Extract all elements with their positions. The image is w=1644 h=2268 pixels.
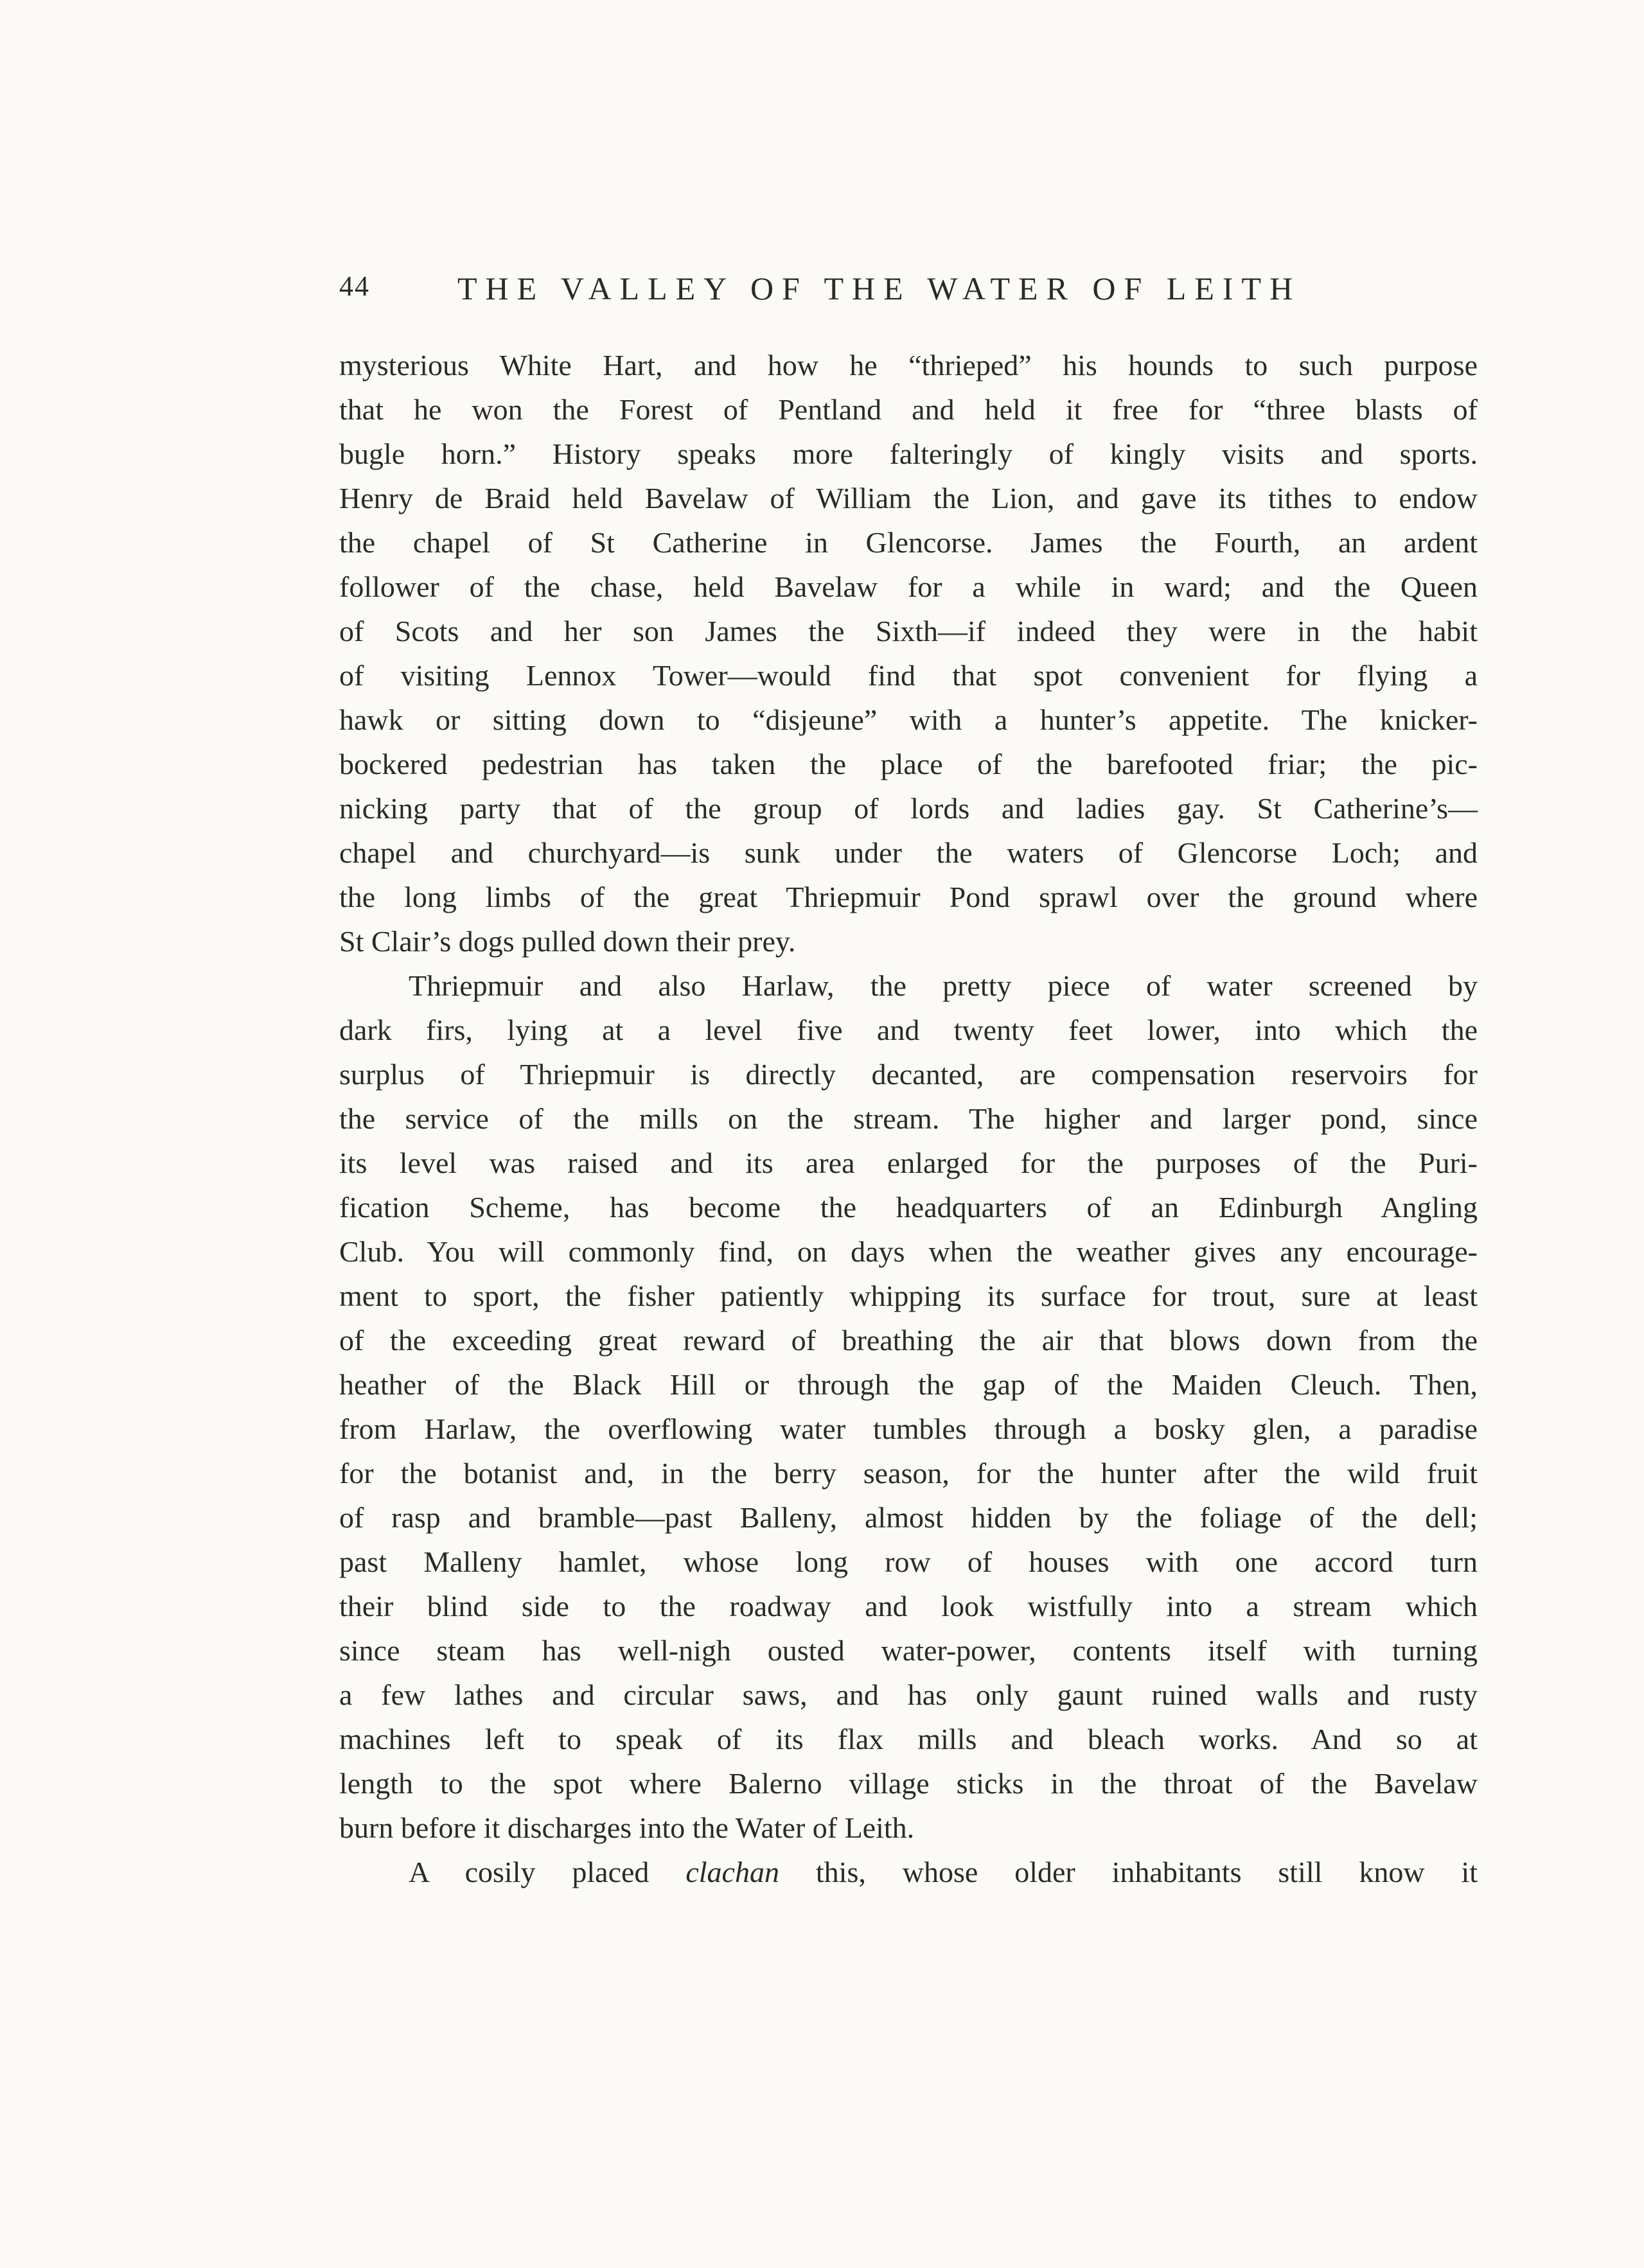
text-line: from Harlaw, the overflowing water tumbles through a bosky glen, a paradise [339, 1412, 1478, 1445]
text-line: machines left to speak of its flax mills and bleach works. And so at [339, 1723, 1478, 1755]
text-line: chapel and churchyard—is sunk under the waters of Glencorse Loch; and [339, 836, 1478, 869]
paragraph-1 [339, 343, 1478, 963]
text-line: Henry de Braid held Bavelaw of William the Lion, and gave its tithes to endow [339, 482, 1478, 514]
text-line: surplus of Thriepmuir is directly decanted, are compensation reservoirs for [339, 1058, 1478, 1091]
text-run: this, whose older inhabitants still know it [815, 1856, 1478, 1888]
text-line: their blind side to the roadway and look wistfully into a stream which [339, 1590, 1478, 1622]
book-page [339, 261, 1478, 1894]
text-line: for the botanist and, in the berry season, for the hunter after the wild fruit [339, 1457, 1478, 1490]
text-run: A cosily placed [409, 1856, 650, 1888]
text-line [339, 1850, 1478, 1894]
paragraph-2 [339, 963, 1478, 1850]
text-line: since steam has well-nigh ousted water-power, contents itself with turning [339, 1634, 1478, 1667]
text-line: its level was raised and its area enlarged for the purposes of the Puri- [339, 1147, 1478, 1179]
text-line: of Scots and her son James the Sixth—if indeed they were in the habit [339, 615, 1478, 647]
text-line: follower of the chase, held Bavelaw for a while in ward; and the Queen [339, 570, 1478, 603]
text-line: fication Scheme, has become the headquarters of an Edinburgh Angling [339, 1191, 1478, 1224]
text-line: hawk or sitting down to “disjeune” with a hunter’s appetite. The knicker- [339, 703, 1478, 736]
running-head [339, 261, 1478, 312]
page-number: 44 [339, 270, 370, 302]
text-line: Club. You will commonly find, on days when the weather gives any encourage- [339, 1235, 1478, 1268]
paragraph-3 [339, 1850, 1478, 1894]
text-line: ment to sport, the fisher patiently whipping its surface for trout, sure at least [339, 1279, 1478, 1312]
text-line: nicking party that of the group of lords and ladies gay. St Catherine’s— [339, 792, 1478, 825]
text-line: of rasp and bramble—past Balleny, almost hidden by the foliage of the dell; [339, 1501, 1478, 1534]
text-line: burn before it discharges into the Water of Leith. [339, 1811, 915, 1844]
running-title: THE VALLEY OF THE WATER OF LEITH [457, 270, 1302, 306]
text-line: bugle horn.” History speaks more falteringly of kingly visits and sports. [339, 437, 1478, 470]
text-line: bockered pedestrian has taken the place of the barefooted friar; the pic- [339, 748, 1478, 780]
text-line: the service of the mills on the stream. The higher and larger pond, since [339, 1102, 1478, 1135]
text-line: of visiting Lennox Tower—would find that spot convenient for flying a [339, 659, 1478, 692]
text-line: St Clair’s dogs pulled down their prey. [339, 925, 796, 958]
text-line: dark firs, lying at a level five and twenty feet lower, into which the [339, 1014, 1478, 1046]
text-line: the long limbs of the great Thriepmuir Pond sprawl over the ground where [339, 881, 1478, 913]
text-line: mysterious White Hart, and how he “thrieped” his hounds to such purpose [339, 349, 1478, 382]
text-line: heather of the Black Hill or through the gap of the Maiden Cleuch. Then, [339, 1368, 1478, 1401]
italic-word: clachan [685, 1856, 779, 1888]
text-line: length to the spot where Balerno village sticks in the throat of the Bavelaw [339, 1767, 1478, 1800]
text-line: Thriepmuir and also Harlaw, the pretty piece of water screened by [409, 969, 1478, 1002]
body-text [339, 343, 1478, 1894]
text-line: the chapel of St Catherine in Glencorse. James the Fourth, an ardent [339, 526, 1478, 559]
text-line: past Malleny hamlet, whose long row of houses with one accord turn [339, 1545, 1478, 1578]
text-line: that he won the Forest of Pentland and held it free for “three blasts of [339, 393, 1478, 426]
text-line: a few lathes and circular saws, and has only gaunt ruined walls and rusty [339, 1678, 1478, 1711]
text-line: of the exceeding great reward of breathing the air that blows down from the [339, 1324, 1478, 1357]
